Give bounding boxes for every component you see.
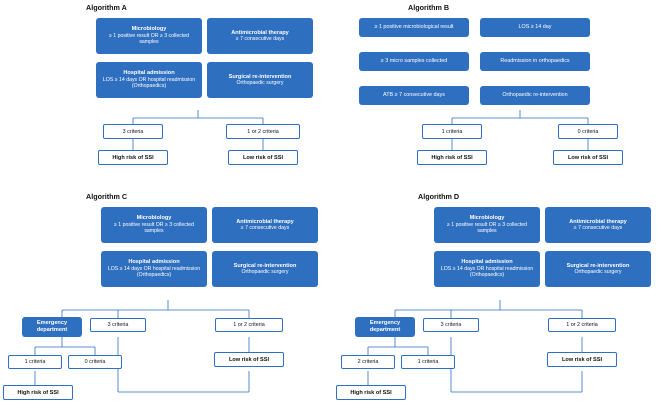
criterion-subtitle: LOS ≥ 14 days OR hospital readmission (Orthopaedics): [102, 77, 196, 90]
algorithm-d-criterion-microbiology: [434, 207, 540, 243]
algorithm-d-criterion-hospital-admission: [434, 251, 540, 287]
algorithm-c-criterion-surgical-reintervention: [212, 251, 318, 287]
criterion-subtitle: ≥ 7 consecutive days: [573, 225, 623, 232]
criterion-subtitle: LOS ≥ 14 days OR hospital readmission (Orthopaedics): [440, 266, 534, 279]
algorithm-a-criterion-antimicrobial: [207, 18, 313, 54]
criterion-title: Surgical re-intervention: [228, 73, 292, 80]
algorithm-b-criterion-orthopaedic-reintervention: Orthopaedic re-intervention: [480, 86, 590, 105]
algorithm-b-result-high-risk: High risk of SSI: [417, 150, 487, 165]
algorithm-d-decision-1-criteria: 1 criteria: [401, 355, 455, 369]
criterion-title: Microbiology: [469, 215, 505, 222]
criterion-subtitle: ≥ 7 consecutive days: [235, 36, 285, 43]
algorithm-b-criterion-atb-7-days: ATB ≥ 7 consecutive days: [359, 86, 469, 105]
criterion-subtitle: ≥ 1 positive result OR ≥ 3 collected samples: [113, 222, 195, 235]
algorithm-d-decision-2-criteria: 2 criteria: [341, 355, 395, 369]
criterion-title: Antimicrobial therapy: [236, 218, 294, 225]
algorithm-c-decision-0-criteria: 0 criteria: [68, 355, 122, 369]
algorithm-c-result-low-risk: Low risk of SSI: [214, 352, 284, 367]
algorithm-c-criterion-hospital-admission: [101, 251, 207, 287]
algorithm-d-result-low-risk: Low risk of SSI: [547, 352, 617, 367]
criterion-subtitle: ≥ 1 positive result OR ≥ 3 collected samples: [446, 222, 528, 235]
algorithm-d-criterion-antimicrobial: [545, 207, 651, 243]
algorithm-d-decision-1-or-2-criteria: 1 or 2 criteria: [548, 318, 616, 332]
algorithm-c-decision-3-criteria: 3 criteria: [90, 318, 146, 332]
criterion-title: Antimicrobial therapy: [231, 29, 289, 36]
criterion-subtitle: Orthopaedic surgery: [236, 80, 284, 87]
algorithm-c-criterion-antimicrobial: [212, 207, 318, 243]
algorithm-c-title: Algorithm C: [86, 192, 128, 201]
algorithm-a-title: Algorithm A: [86, 3, 127, 12]
algorithm-b-criterion-los-14-days: LOS ≥ 14 day: [480, 18, 590, 37]
criterion-title: Microbiology: [131, 26, 167, 33]
algorithm-a-criterion-surgical-reintervention: [207, 62, 313, 98]
algorithm-c-emergency-department: [22, 317, 82, 337]
algorithm-a-criterion-hospital-admission: [96, 62, 202, 98]
algorithm-b-result-low-risk: Low risk of SSI: [553, 150, 623, 165]
algorithm-a-decision-1-or-2-criteria: 1 or 2 criteria: [226, 124, 300, 139]
algorithm-b-criterion-3-micro-samples: ≥ 3 micro samples collected: [359, 52, 469, 71]
algorithm-b-title: Algorithm B: [408, 3, 450, 12]
criterion-title: Hospital admission: [461, 259, 513, 266]
criterion-subtitle: Orthopaedic surgery: [241, 269, 289, 276]
algorithm-c-result-high-risk: High risk of SSI: [3, 385, 73, 400]
criterion-subtitle: ≥ 7 consecutive days: [240, 225, 290, 232]
criterion-subtitle: ≥ 1 positive result OR ≥ 3 collected samples: [108, 33, 190, 46]
criterion-subtitle: Orthopaedic surgery: [574, 269, 622, 276]
criterion-title: Hospital admission: [123, 70, 175, 77]
criterion-subtitle: LOS ≥ 14 days OR hospital readmission (Orthopaedics): [107, 266, 201, 279]
algorithm-b-decision-1-criteria: 1 criteria: [422, 124, 482, 139]
emergency-title: Emergency department: [36, 320, 68, 333]
criterion-title: Microbiology: [136, 215, 172, 222]
algorithm-a-criterion-microbiology: [96, 18, 202, 54]
algorithm-b-criterion-positive-micro-result: ≥ 1 positive microbiological result: [359, 18, 469, 37]
algorithm-d-decision-3-criteria: 3 criteria: [423, 318, 479, 332]
algorithm-b-criterion-readmission-orthopaedics: Readmission in orthopaedics: [480, 52, 590, 71]
algorithm-a-result-low-risk: Low risk of SSI: [228, 150, 298, 165]
algorithm-a-result-high-risk: High risk of SSI: [98, 150, 168, 165]
criterion-title: Surgical re-intervention: [233, 262, 297, 269]
algorithm-c-criterion-microbiology: [101, 207, 207, 243]
criterion-title: Surgical re-intervention: [566, 262, 630, 269]
algorithm-d-title: Algorithm D: [418, 192, 460, 201]
emergency-title: Emergency department: [369, 320, 401, 333]
algorithm-c-decision-1-or-2-criteria: 1 or 2 criteria: [215, 318, 283, 332]
algorithm-d-emergency-department: [355, 317, 415, 337]
criterion-title: Antimicrobial therapy: [569, 218, 627, 225]
algorithm-d-result-high-risk: High risk of SSI: [336, 385, 406, 400]
criterion-title: Hospital admission: [128, 259, 180, 266]
algorithm-c-decision-1-criteria: 1 criteria: [8, 355, 62, 369]
algorithm-a-decision-3-criteria: 3 criteria: [103, 124, 163, 139]
algorithm-b-decision-0-criteria: 0 criteria: [558, 124, 618, 139]
algorithm-d-criterion-surgical-reintervention: [545, 251, 651, 287]
